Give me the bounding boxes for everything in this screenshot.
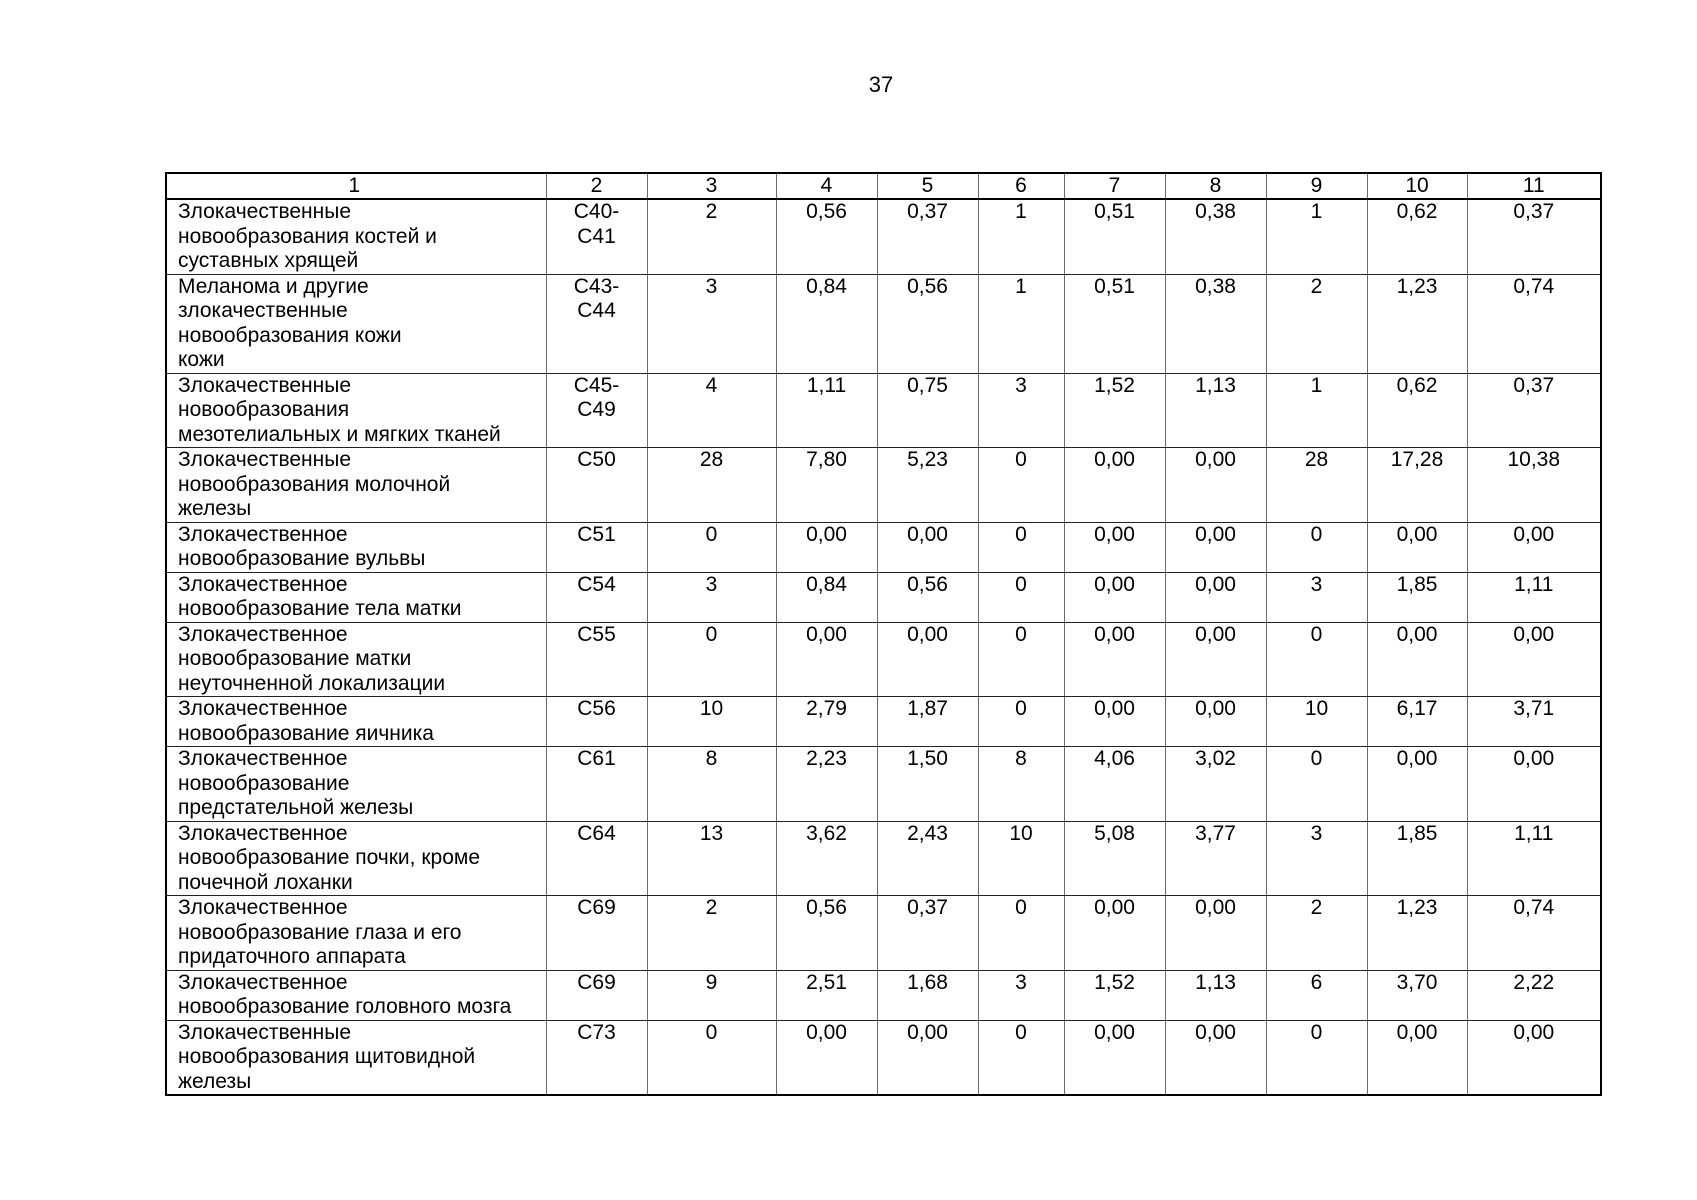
value-cell: 6 — [1266, 970, 1367, 1020]
icd-code-cell: C56 — [546, 697, 647, 747]
value-cell: 3 — [978, 970, 1064, 1020]
value-cell: 0,74 — [1467, 274, 1601, 373]
value-cell: 3,02 — [1165, 747, 1266, 822]
value-cell: 1 — [1266, 199, 1367, 274]
value-cell: 1,85 — [1367, 572, 1467, 622]
value-cell: 0,00 — [1367, 522, 1467, 572]
value-cell: 1,85 — [1367, 821, 1467, 896]
value-cell: 0,00 — [1064, 522, 1165, 572]
value-cell: 28 — [1266, 448, 1367, 523]
diagnosis-name-cell: Злокачественное новообразование почки, кроме почечной лоханки — [166, 821, 546, 896]
column-number-header: 5 — [877, 173, 978, 199]
value-cell: 0,74 — [1467, 896, 1601, 971]
table-row — [166, 1020, 1601, 1095]
diagnosis-name-cell: Злокачественные новообразования молочной железы — [166, 448, 546, 523]
icd-code-cell: C50 — [546, 448, 647, 523]
value-cell: 0 — [978, 1020, 1064, 1095]
value-cell: 2 — [1266, 274, 1367, 373]
diagnosis-name-cell: Злокачественные новообразования костей и суставных хрящей — [166, 199, 546, 274]
diagnosis-name-cell: Злокачественные новообразования щитовидной железы — [166, 1020, 546, 1095]
value-cell: 3,77 — [1165, 821, 1266, 896]
table-row — [166, 274, 1601, 373]
column-number-header: 6 — [978, 173, 1064, 199]
value-cell: 1 — [1266, 373, 1367, 448]
table-row — [166, 697, 1601, 747]
value-cell: 0,56 — [877, 274, 978, 373]
value-cell: 5,08 — [1064, 821, 1165, 896]
value-cell: 3,62 — [776, 821, 877, 896]
value-cell: 0 — [978, 522, 1064, 572]
value-cell: 0,84 — [776, 274, 877, 373]
value-cell: 4,06 — [1064, 747, 1165, 822]
value-cell: 0,56 — [877, 572, 978, 622]
value-cell: 0,00 — [1165, 522, 1266, 572]
value-cell: 0,00 — [1165, 572, 1266, 622]
value-cell: 0,56 — [776, 896, 877, 971]
column-number-header: 7 — [1064, 173, 1165, 199]
icd-code-cell: C45- C49 — [546, 373, 647, 448]
value-cell: 2,79 — [776, 697, 877, 747]
value-cell: 10 — [978, 821, 1064, 896]
value-cell: 0,00 — [1064, 896, 1165, 971]
value-cell: 0,00 — [1165, 622, 1266, 697]
value-cell: 3 — [1266, 821, 1367, 896]
value-cell: 9 — [647, 970, 776, 1020]
value-cell: 1,23 — [1367, 274, 1467, 373]
value-cell: 0 — [978, 448, 1064, 523]
value-cell: 1,52 — [1064, 970, 1165, 1020]
column-number-header: 8 — [1165, 173, 1266, 199]
value-cell: 1,11 — [1467, 572, 1601, 622]
value-cell: 10 — [1266, 697, 1367, 747]
icd-code-cell: C55 — [546, 622, 647, 697]
table-row — [166, 821, 1601, 896]
table-body — [166, 173, 1601, 1095]
value-cell: 0,75 — [877, 373, 978, 448]
icd-code-cell: C69 — [546, 970, 647, 1020]
value-cell: 0,38 — [1165, 274, 1266, 373]
value-cell: 28 — [647, 448, 776, 523]
value-cell: 3 — [647, 274, 776, 373]
value-cell: 0,51 — [1064, 199, 1165, 274]
icd-code-cell: C43- C44 — [546, 274, 647, 373]
icd-code-cell: C40- C41 — [546, 199, 647, 274]
value-cell: 8 — [647, 747, 776, 822]
incidence-table — [165, 172, 1602, 1096]
table-row — [166, 896, 1601, 971]
value-cell: 0,00 — [1467, 1020, 1601, 1095]
value-cell: 0,00 — [1165, 896, 1266, 971]
value-cell: 8 — [978, 747, 1064, 822]
value-cell: 0 — [647, 1020, 776, 1095]
value-cell: 0,00 — [1367, 622, 1467, 697]
value-cell: 3 — [647, 572, 776, 622]
value-cell: 17,28 — [1367, 448, 1467, 523]
value-cell: 1,87 — [877, 697, 978, 747]
value-cell: 0,37 — [877, 896, 978, 971]
column-number-header: 4 — [776, 173, 877, 199]
diagnosis-name-cell: Злокачественное новообразование предстательной железы — [166, 747, 546, 822]
page-number: 37 — [868, 72, 894, 97]
value-cell: 0 — [647, 522, 776, 572]
value-cell: 0,00 — [776, 1020, 877, 1095]
table-row — [166, 622, 1601, 697]
diagnosis-name-cell: Меланома и другие злокачественные новообразования кожи кожи — [166, 274, 546, 373]
value-cell: 3,70 — [1367, 970, 1467, 1020]
value-cell: 1,11 — [1467, 821, 1601, 896]
value-cell: 0 — [978, 572, 1064, 622]
value-cell: 3,71 — [1467, 697, 1601, 747]
table-row — [166, 373, 1601, 448]
value-cell: 13 — [647, 821, 776, 896]
value-cell: 0,00 — [1467, 747, 1601, 822]
value-cell: 0,00 — [776, 622, 877, 697]
column-number-header: 1 — [166, 173, 546, 199]
value-cell: 2,22 — [1467, 970, 1601, 1020]
icd-code-cell: C69 — [546, 896, 647, 971]
value-cell: 2 — [647, 896, 776, 971]
value-cell: 0 — [647, 622, 776, 697]
value-cell: 0,37 — [1467, 199, 1601, 274]
value-cell: 0 — [1266, 747, 1367, 822]
value-cell: 3 — [978, 373, 1064, 448]
value-cell: 0,37 — [1467, 373, 1601, 448]
diagnosis-name-cell: Злокачественное новообразование глаза и его придаточного аппарата — [166, 896, 546, 971]
table-row — [166, 448, 1601, 523]
value-cell: 3 — [1266, 572, 1367, 622]
table-header-row — [166, 173, 1601, 199]
diagnosis-name-cell: Злокачественное новообразование тела матки — [166, 572, 546, 622]
column-number-header: 3 — [647, 173, 776, 199]
table-row — [166, 747, 1601, 822]
diagnosis-name-cell: Злокачественное новообразование яичника — [166, 697, 546, 747]
value-cell: 0,00 — [877, 622, 978, 697]
value-cell: 1,11 — [776, 373, 877, 448]
value-cell: 0,37 — [877, 199, 978, 274]
column-number-header: 10 — [1367, 173, 1467, 199]
icd-code-cell: C54 — [546, 572, 647, 622]
table-row — [166, 522, 1601, 572]
value-cell: 0,00 — [1064, 448, 1165, 523]
value-cell: 4 — [647, 373, 776, 448]
value-cell: 0 — [978, 697, 1064, 747]
column-number-header: 2 — [546, 173, 647, 199]
value-cell: 0,00 — [1367, 747, 1467, 822]
value-cell: 1,68 — [877, 970, 978, 1020]
value-cell: 0,00 — [1367, 1020, 1467, 1095]
value-cell: 10,38 — [1467, 448, 1601, 523]
value-cell: 2 — [647, 199, 776, 274]
value-cell: 0,62 — [1367, 199, 1467, 274]
value-cell: 0,00 — [877, 1020, 978, 1095]
value-cell: 0,00 — [1064, 572, 1165, 622]
value-cell: 1,23 — [1367, 896, 1467, 971]
value-cell: 0,00 — [1467, 522, 1601, 572]
value-cell: 0,00 — [1064, 697, 1165, 747]
value-cell: 0,00 — [1064, 622, 1165, 697]
value-cell: 1,52 — [1064, 373, 1165, 448]
value-cell: 0,51 — [1064, 274, 1165, 373]
diagnosis-name-cell: Злокачественные новообразования мезотелиальных и мягких тканей — [166, 373, 546, 448]
value-cell: 0,00 — [1064, 1020, 1165, 1095]
column-number-header: 9 — [1266, 173, 1367, 199]
column-number-header: 11 — [1467, 173, 1601, 199]
table-row — [166, 199, 1601, 274]
value-cell: 0,00 — [877, 522, 978, 572]
value-cell: 0,62 — [1367, 373, 1467, 448]
value-cell: 0 — [1266, 622, 1367, 697]
table-row — [166, 970, 1601, 1020]
value-cell: 1,50 — [877, 747, 978, 822]
icd-code-cell: C51 — [546, 522, 647, 572]
value-cell: 0,00 — [1165, 697, 1266, 747]
value-cell: 10 — [647, 697, 776, 747]
diagnosis-name-cell: Злокачественное новообразование матки неуточненной локализации — [166, 622, 546, 697]
value-cell: 0,38 — [1165, 199, 1266, 274]
value-cell: 1 — [978, 274, 1064, 373]
value-cell: 0,00 — [1467, 622, 1601, 697]
value-cell: 0 — [1266, 1020, 1367, 1095]
value-cell: 0 — [978, 896, 1064, 971]
diagnosis-name-cell: Злокачественное новообразование вульвы — [166, 522, 546, 572]
value-cell: 6,17 — [1367, 697, 1467, 747]
value-cell: 0 — [978, 622, 1064, 697]
value-cell: 2,51 — [776, 970, 877, 1020]
icd-code-cell: C61 — [546, 747, 647, 822]
value-cell: 7,80 — [776, 448, 877, 523]
value-cell: 1 — [978, 199, 1064, 274]
value-cell: 2,23 — [776, 747, 877, 822]
value-cell: 1,13 — [1165, 970, 1266, 1020]
value-cell: 2,43 — [877, 821, 978, 896]
value-cell: 0,56 — [776, 199, 877, 274]
icd-code-cell: C64 — [546, 821, 647, 896]
value-cell: 5,23 — [877, 448, 978, 523]
value-cell: 2 — [1266, 896, 1367, 971]
table-row — [166, 572, 1601, 622]
value-cell: 0,00 — [1165, 1020, 1266, 1095]
value-cell: 0,00 — [776, 522, 877, 572]
diagnosis-name-cell: Злокачественное новообразование головного мозга — [166, 970, 546, 1020]
value-cell: 0,84 — [776, 572, 877, 622]
value-cell: 0,00 — [1165, 448, 1266, 523]
value-cell: 1,13 — [1165, 373, 1266, 448]
value-cell: 0 — [1266, 522, 1367, 572]
icd-code-cell: C73 — [546, 1020, 647, 1095]
